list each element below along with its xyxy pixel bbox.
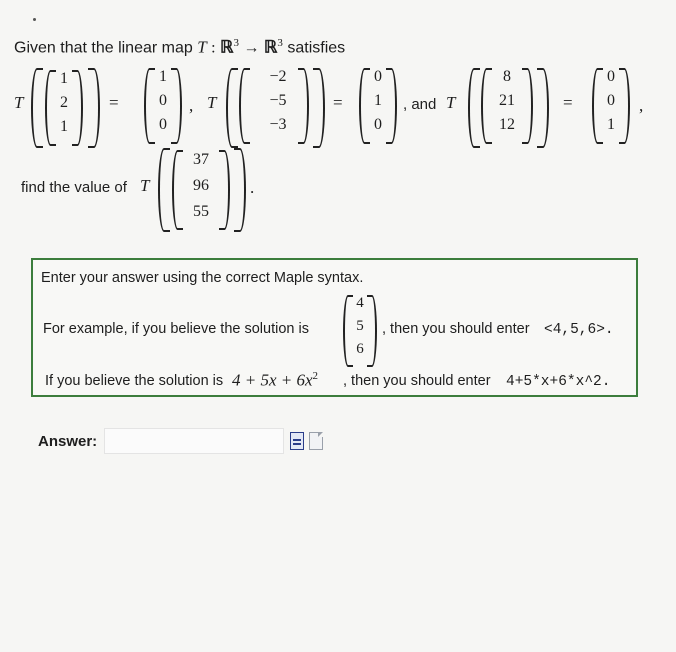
vector-entry: 2 [60,94,68,111]
output-vector-2 [357,66,399,142]
poly-expression [232,370,318,391]
vector-paren-right [619,68,630,144]
hint-poly-prefix: If you believe the solution is [45,373,224,389]
find-vector [170,148,232,228]
outer-paren-right-2 [313,68,325,148]
vector-entry: 96 [193,177,209,194]
comma-3: , [639,96,644,115]
output-vector-1 [142,66,184,142]
map-T-3: T [446,93,456,112]
stray-dot [33,18,36,21]
vector-paren-right [298,68,309,144]
codomain-symbol: ℝ [263,37,278,57]
poly-math: 4 + 5x + 6x [232,370,313,390]
vector-paren-right [522,68,533,144]
satisfies-text: satisfies [287,39,346,57]
map-T-1: T [14,93,24,112]
output-vector-3 [590,66,632,142]
vector-entry: 1 [607,116,615,133]
preview-icon[interactable] [290,432,304,450]
vector-paren-right [219,150,230,230]
vector-paren-right [386,68,397,144]
codomain-exponent: 3 [277,37,283,49]
vector-entry: 0 [159,116,167,133]
map-symbol: T [197,37,207,57]
arrow: → [243,39,260,57]
hint-line-1: Enter your answer using the correct Maple syntax. [41,270,364,286]
vector-entry: 6 [356,341,364,357]
vector-paren-right [171,68,182,144]
vector-entry: −3 [269,116,287,133]
vector-entry: 0 [607,68,615,85]
vector-entry: 8 [503,68,511,85]
poly-exponent: 2 [312,370,319,382]
outer-paren-right-find [234,148,246,232]
hint-poly-suffix: , then you should enter [343,373,491,389]
vector-entry: 4 [356,295,364,311]
map-T-2: T [207,93,217,112]
answer-input[interactable] [104,428,284,454]
vector-entry: 0 [374,116,382,133]
hint-example-prefix: For example, if you believe the solution is [43,321,309,337]
equals-sign-3: = [563,93,573,112]
vector-paren-right [72,70,83,146]
vector-entry: 5 [356,318,364,334]
outer-paren-right-3 [537,68,549,148]
question-text [14,37,345,57]
answer-label: Answer: [38,433,98,450]
vector-entry: 37 [193,151,209,168]
poly-syntax-example: 4+5*x+6*x^2. [506,374,611,390]
help-icon[interactable] [309,432,323,450]
vector-entry: 1 [60,118,68,135]
vector-entry: 12 [499,116,515,133]
outer-paren-right-1 [88,68,100,148]
vector-entry: 1 [60,70,68,87]
vector-entry: 0 [374,68,382,85]
vector-entry: 1 [159,68,167,85]
vector-entry: 1 [374,92,382,109]
find-period: . [250,178,255,197]
vector-entry: 0 [159,92,167,109]
hint-example-suffix: , then you should enter [382,321,530,337]
syntax-hint-box [31,258,638,397]
vector-entry: −2 [269,68,287,85]
vector-entry: 0 [607,92,615,109]
vector-syntax-example: <4,5,6>. [544,322,614,338]
input-vector-3 [479,66,535,142]
example-vector [342,294,378,366]
domain-symbol: ℝ [220,37,234,57]
equals-sign-1: = [109,93,119,112]
outer-paren-left-find [158,148,170,232]
map-T-find: T [140,176,150,195]
given-that-text: Given that the linear map [14,39,193,57]
and-text: , and [403,96,437,113]
vector-entry: −5 [269,92,287,109]
find-text: find the value of [21,179,127,196]
input-vector-2 [237,66,311,142]
colon: : [211,39,216,57]
comma-1: , [189,96,194,115]
input-vector-1 [42,68,86,144]
equals-sign-2: = [333,93,343,112]
domain-exponent: 3 [233,37,240,49]
vector-paren-right [367,295,377,367]
vector-entry: 55 [193,203,209,220]
vector-entry: 21 [499,92,515,109]
